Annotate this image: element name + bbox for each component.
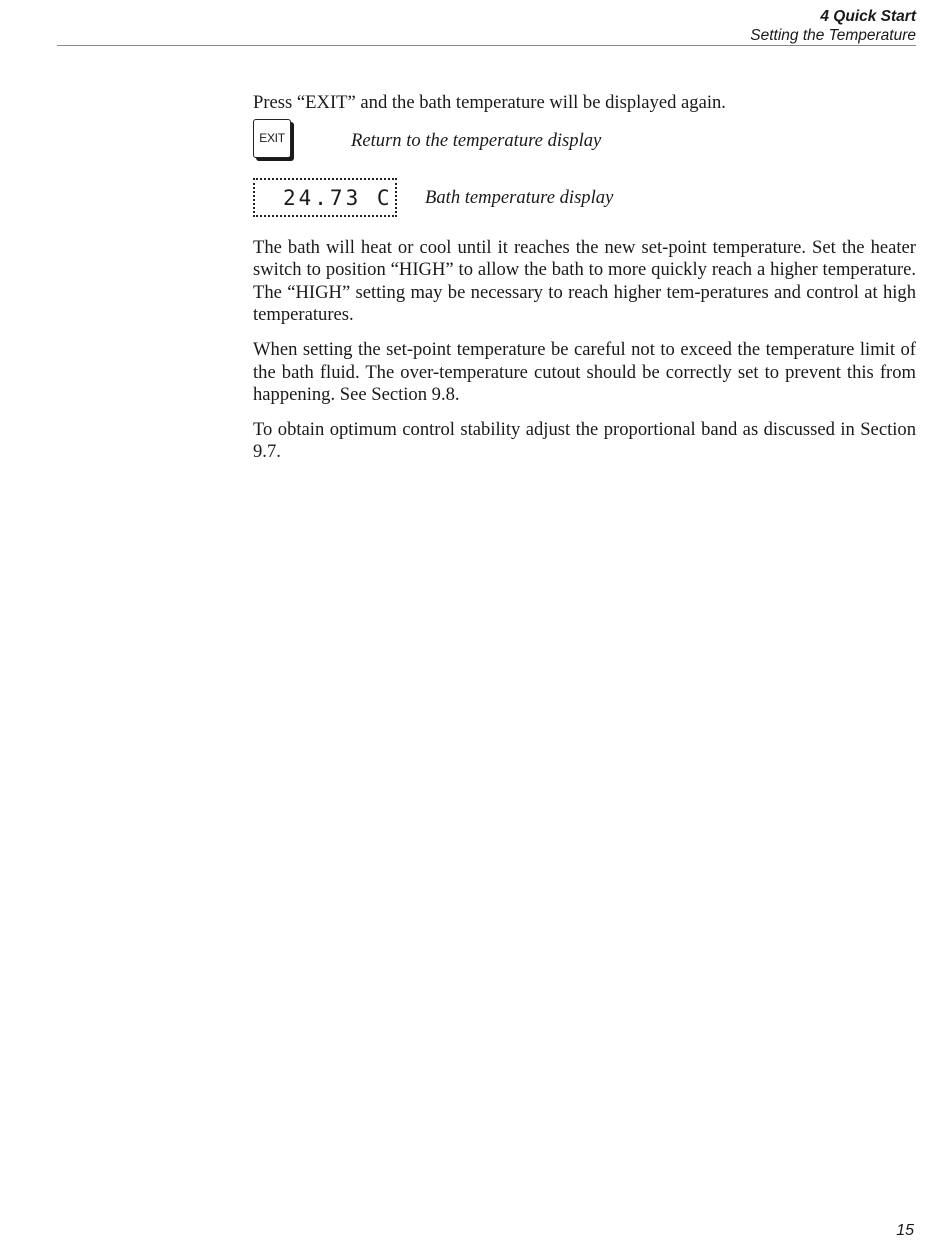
paragraph-stability: To obtain optimum control stability adjust the proportional band as discussed in Section 9.7. bbox=[253, 418, 916, 463]
page-header bbox=[57, 8, 916, 46]
paragraph-limit: When setting the set-point temperature be careful not to exceed the temperature limit of the bath fluid. The over-temperature cutout should be correctly set to prevent this from happening. See Section 9.8. bbox=[253, 338, 916, 406]
page-content bbox=[253, 92, 916, 476]
exit-key-row bbox=[253, 117, 916, 177]
exit-key-caption: Return to the temperature display bbox=[351, 129, 602, 151]
paragraph-heating: The bath will heat or cool until it reaches the new set-point temperature. Set the heater switch to position “HIGH” to allow the bath to more quickly reach a higher temperature. The “HIGH” setting may be necessary to reach higher tem-peratures and control at high temperatures. bbox=[253, 236, 916, 326]
exit-key-icon: EXIT bbox=[253, 119, 291, 158]
display-caption: Bath temperature display bbox=[425, 186, 614, 208]
lcd-value: 24.73 C bbox=[283, 185, 393, 210]
section-title: Setting the Temperature bbox=[750, 27, 916, 44]
page-number: 15 bbox=[896, 1222, 914, 1239]
lcd-display bbox=[253, 178, 397, 217]
chapter-title: 4 Quick Start bbox=[820, 8, 916, 25]
intro-paragraph: Press “EXIT” and the bath temperature will be displayed again. bbox=[253, 92, 726, 113]
temperature-display-row bbox=[253, 177, 916, 237]
